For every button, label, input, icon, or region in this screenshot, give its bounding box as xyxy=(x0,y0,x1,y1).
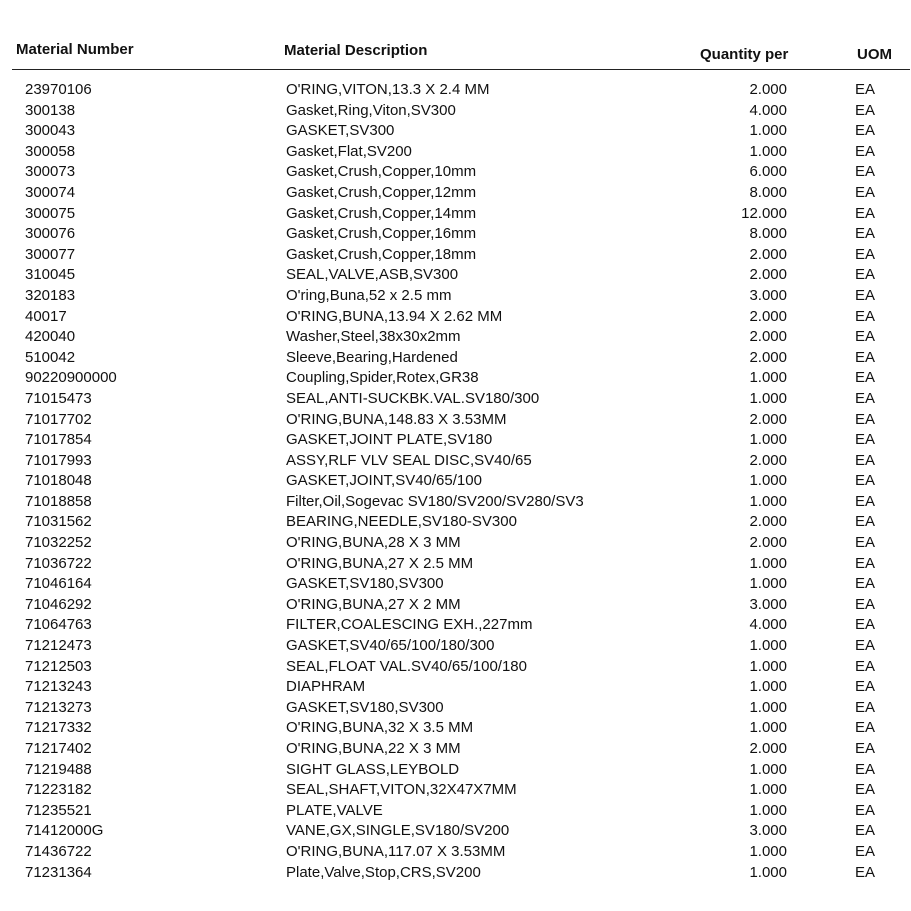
table-row xyxy=(0,101,911,122)
quantity-cell: 2.000 xyxy=(749,348,787,366)
material-number-cell: 71064763 xyxy=(25,616,92,634)
uom-cell: EA xyxy=(855,266,876,284)
uom-cell: EA xyxy=(855,348,876,366)
uom-cell: EA xyxy=(855,616,876,634)
table-row xyxy=(0,121,911,142)
material-description-cell: O'RING,BUNA,32 X 3.5 MM xyxy=(286,719,474,737)
uom-cell: EA xyxy=(855,472,876,490)
quantity-cell: 1.000 xyxy=(749,575,787,593)
table-row xyxy=(0,574,911,595)
material-number-cell: 71017993 xyxy=(25,451,92,469)
material-number-cell: 90220900000 xyxy=(25,369,117,387)
quantity-cell: 3.000 xyxy=(749,286,787,304)
quantity-cell: 2.000 xyxy=(749,266,787,284)
material-description-cell: BEARING,NEEDLE,SV180-SV300 xyxy=(286,513,517,531)
material-number-cell: 71217332 xyxy=(25,719,92,737)
material-description-cell: O'RING,BUNA,27 X 2 MM xyxy=(286,595,461,613)
material-description-cell: O'ring,Buna,52 x 2.5 mm xyxy=(286,286,452,304)
quantity-cell: 2.000 xyxy=(749,328,787,346)
quantity-cell: 3.000 xyxy=(749,822,787,840)
material-number-cell: 71017854 xyxy=(25,431,92,449)
uom-cell: EA xyxy=(855,204,876,222)
table-row xyxy=(0,801,911,822)
quantity-cell: 2.000 xyxy=(749,513,787,531)
material-number-cell: 71213273 xyxy=(25,698,92,716)
material-number-cell: 300076 xyxy=(25,225,76,243)
quantity-cell: 1.000 xyxy=(749,431,787,449)
uom-cell: EA xyxy=(855,842,876,860)
table-row xyxy=(0,677,911,698)
uom-cell: EA xyxy=(855,781,876,799)
uom-cell: EA xyxy=(855,451,876,469)
material-number-cell: 71031562 xyxy=(25,513,92,531)
uom-cell: EA xyxy=(855,698,876,716)
table-row xyxy=(0,821,911,842)
material-description-cell: Gasket,Flat,SV200 xyxy=(286,142,412,160)
quantity-cell: 2.000 xyxy=(749,451,787,469)
material-number-cell: 71017702 xyxy=(25,410,92,428)
uom-cell: EA xyxy=(855,431,876,449)
uom-cell: EA xyxy=(855,369,876,387)
table-row xyxy=(0,718,911,739)
uom-cell: EA xyxy=(855,245,876,263)
quantity-cell: 1.000 xyxy=(749,637,787,655)
table-row xyxy=(0,863,911,884)
material-description-cell: Gasket,Crush,Copper,16mm xyxy=(286,225,477,243)
uom-cell: EA xyxy=(855,801,876,819)
table-row xyxy=(0,842,911,863)
material-description-cell: O'RING,VITON,13.3 X 2.4 MM xyxy=(286,81,490,98)
uom-cell: EA xyxy=(855,513,876,531)
material-number-cell: 300138 xyxy=(25,101,76,119)
material-number-cell: 300077 xyxy=(25,245,76,263)
quantity-cell: 1.000 xyxy=(749,554,787,572)
material-number-cell: 71235521 xyxy=(25,801,92,819)
header-material-description: Material Description xyxy=(284,42,428,59)
material-number-cell: 300074 xyxy=(25,183,76,201)
material-description-cell: Gasket,Crush,Copper,10mm xyxy=(286,163,477,181)
table-row xyxy=(0,471,911,492)
material-description-cell: GASKET,SV180,SV300 xyxy=(286,575,444,593)
table-row xyxy=(0,451,911,472)
quantity-cell: 1.000 xyxy=(749,678,787,696)
quantity-cell: 4.000 xyxy=(749,616,787,634)
material-number-cell: 71412000G xyxy=(25,822,104,840)
table-row xyxy=(0,492,911,513)
table-row xyxy=(0,410,911,431)
table-row xyxy=(0,595,911,616)
material-description-cell: Coupling,Spider,Rotex,GR38 xyxy=(286,369,479,387)
material-description-cell: Gasket,Crush,Copper,14mm xyxy=(286,204,477,222)
material-description-cell: PLATE,VALVE xyxy=(286,801,383,819)
material-number-cell: 71046292 xyxy=(25,595,92,613)
material-description-cell: SIGHT GLASS,LEYBOLD xyxy=(286,760,460,778)
quantity-cell: 4.000 xyxy=(749,101,787,119)
uom-cell: EA xyxy=(855,637,876,655)
table-row xyxy=(0,286,911,307)
uom-cell: EA xyxy=(855,307,876,325)
quantity-cell: 1.000 xyxy=(749,472,787,490)
table-row xyxy=(0,780,911,801)
material-description-cell: GASKET,SV180,SV300 xyxy=(286,698,444,716)
uom-cell: EA xyxy=(855,183,876,201)
quantity-cell: 1.000 xyxy=(749,760,787,778)
quantity-cell: 1.000 xyxy=(749,698,787,716)
material-description-cell: DIAPHRAM xyxy=(286,678,366,696)
material-number-cell: 71046164 xyxy=(25,575,92,593)
uom-cell: EA xyxy=(855,122,876,140)
table-row xyxy=(0,80,911,101)
material-description-cell: O'RING,BUNA,27 X 2.5 MM xyxy=(286,554,474,572)
uom-cell: EA xyxy=(855,163,876,181)
material-number-cell: 71036722 xyxy=(25,554,92,572)
table-row xyxy=(0,512,911,533)
material-description-cell: VANE,GX,SINGLE,SV180/SV200 xyxy=(286,822,510,840)
uom-cell: EA xyxy=(855,534,876,552)
material-number-cell: 71231364 xyxy=(25,863,92,881)
quantity-cell: 8.000 xyxy=(749,183,787,201)
quantity-cell: 1.000 xyxy=(749,863,787,881)
quantity-cell: 2.000 xyxy=(749,534,787,552)
table-row xyxy=(0,430,911,451)
quantity-cell: 1.000 xyxy=(749,122,787,140)
material-description-cell: Sleeve,Bearing,Hardened xyxy=(286,348,458,366)
quantity-cell: 2.000 xyxy=(749,740,787,757)
uom-cell: EA xyxy=(855,389,876,407)
material-description-cell: Gasket,Ring,Viton,SV300 xyxy=(286,101,456,119)
material-number-cell: 71212503 xyxy=(25,657,92,675)
table-row xyxy=(0,739,911,760)
uom-cell: EA xyxy=(855,760,876,778)
table-row xyxy=(0,368,911,389)
quantity-cell: 2.000 xyxy=(749,410,787,428)
material-description-cell: O'RING,BUNA,117.07 X 3.53MM xyxy=(286,842,506,860)
material-description-cell: O'RING,BUNA,22 X 3 MM xyxy=(286,740,461,757)
quantity-cell: 2.000 xyxy=(749,307,787,325)
table-row xyxy=(0,698,911,719)
material-number-cell: 510042 xyxy=(25,348,76,366)
quantity-cell: 8.000 xyxy=(749,225,787,243)
table-row xyxy=(0,348,911,369)
quantity-cell: 2.000 xyxy=(749,245,787,263)
table-row xyxy=(0,615,911,636)
table-row xyxy=(0,224,911,245)
material-description-cell: O'RING,BUNA,13.94 X 2.62 MM xyxy=(286,307,503,325)
material-description-cell: GASKET,SV300 xyxy=(286,122,395,140)
material-number-cell: 40017 xyxy=(25,307,67,325)
quantity-cell: 1.000 xyxy=(749,389,787,407)
table-body xyxy=(0,80,911,883)
uom-cell: EA xyxy=(855,101,876,119)
quantity-cell: 1.000 xyxy=(749,801,787,819)
table-header xyxy=(0,0,911,70)
material-description-cell: Filter,Oil,Sogevac SV180/SV200/SV280/SV3 xyxy=(286,492,584,510)
uom-cell: EA xyxy=(855,719,876,737)
material-number-cell: 300075 xyxy=(25,204,76,222)
material-number-cell: 71217402 xyxy=(25,740,92,757)
material-description-cell: Plate,Valve,Stop,CRS,SV200 xyxy=(286,863,481,881)
header-material-number: Material Number xyxy=(16,41,134,58)
quantity-cell: 1.000 xyxy=(749,369,787,387)
uom-cell: EA xyxy=(855,492,876,510)
quantity-cell: 6.000 xyxy=(749,163,787,181)
material-number-cell: 71436722 xyxy=(25,842,92,860)
header-divider xyxy=(12,69,910,70)
material-number-cell: 71212473 xyxy=(25,637,92,655)
material-number-cell: 300058 xyxy=(25,142,76,160)
material-number-cell: 420040 xyxy=(25,328,76,346)
material-number-cell: 300073 xyxy=(25,163,76,181)
uom-cell: EA xyxy=(855,554,876,572)
material-description-cell: SEAL,VALVE,ASB,SV300 xyxy=(286,266,459,284)
material-number-cell: 23970106 xyxy=(25,81,92,98)
uom-cell: EA xyxy=(855,410,876,428)
material-description-cell: O'RING,BUNA,28 X 3 MM xyxy=(286,534,461,552)
uom-cell: EA xyxy=(855,863,876,881)
material-description-cell: ASSY,RLF VLV SEAL DISC,SV40/65 xyxy=(286,451,532,469)
quantity-cell: 12.000 xyxy=(741,204,787,222)
table-row xyxy=(0,389,911,410)
uom-cell: EA xyxy=(855,328,876,346)
uom-cell: EA xyxy=(855,822,876,840)
table-row xyxy=(0,142,911,163)
table-row xyxy=(0,554,911,575)
material-description-cell: SEAL,SHAFT,VITON,32X47X7MM xyxy=(286,781,517,799)
quantity-cell: 3.000 xyxy=(749,595,787,613)
uom-cell: EA xyxy=(855,678,876,696)
material-number-cell: 320183 xyxy=(25,286,76,304)
material-description-cell: SEAL,FLOAT VAL.SV40/65/100/180 xyxy=(286,657,527,675)
material-number-cell: 310045 xyxy=(25,266,76,284)
table-row xyxy=(0,265,911,286)
material-description-cell: SEAL,ANTI-SUCKBK.VAL.SV180/300 xyxy=(286,389,540,407)
table-row xyxy=(0,327,911,348)
uom-cell: EA xyxy=(855,740,876,757)
material-description-cell: GASKET,JOINT PLATE,SV180 xyxy=(286,431,493,449)
table-row xyxy=(0,183,911,204)
table-row xyxy=(0,162,911,183)
table-row xyxy=(0,657,911,678)
material-number-cell: 71018858 xyxy=(25,492,92,510)
quantity-cell: 1.000 xyxy=(749,781,787,799)
uom-cell: EA xyxy=(855,286,876,304)
material-number-cell: 71219488 xyxy=(25,760,92,778)
material-description-cell: FILTER,COALESCING EXH.,227mm xyxy=(286,616,533,634)
quantity-cell: 1.000 xyxy=(749,842,787,860)
material-number-cell: 71018048 xyxy=(25,472,92,490)
header-quantity-per: Quantity per xyxy=(700,46,789,63)
quantity-cell: 2.000 xyxy=(749,81,787,98)
uom-cell: EA xyxy=(855,575,876,593)
quantity-cell: 1.000 xyxy=(749,142,787,160)
material-number-cell: 71032252 xyxy=(25,534,92,552)
uom-cell: EA xyxy=(855,657,876,675)
table-row xyxy=(0,204,911,225)
material-description-cell: GASKET,SV40/65/100/180/300 xyxy=(286,637,495,655)
table-row xyxy=(0,760,911,781)
uom-cell: EA xyxy=(855,595,876,613)
uom-cell: EA xyxy=(855,142,876,160)
quantity-cell: 1.000 xyxy=(749,657,787,675)
material-number-cell: 71015473 xyxy=(25,389,92,407)
material-description-cell: GASKET,JOINT,SV40/65/100 xyxy=(286,472,482,490)
table-row xyxy=(0,533,911,554)
table-row xyxy=(0,307,911,328)
quantity-cell: 1.000 xyxy=(749,719,787,737)
material-number-cell: 300043 xyxy=(25,122,76,140)
material-number-cell: 71213243 xyxy=(25,678,92,696)
material-number-cell: 71223182 xyxy=(25,781,92,799)
header-uom: UOM xyxy=(857,46,892,63)
quantity-cell: 1.000 xyxy=(749,492,787,510)
material-description-cell: Gasket,Crush,Copper,12mm xyxy=(286,183,477,201)
uom-cell: EA xyxy=(855,225,876,243)
table-row xyxy=(0,636,911,657)
material-description-cell: Gasket,Crush,Copper,18mm xyxy=(286,245,477,263)
uom-cell: EA xyxy=(855,81,876,98)
table-row xyxy=(0,245,911,266)
material-description-cell: Washer,Steel,38x30x2mm xyxy=(286,328,461,346)
material-description-cell: O'RING,BUNA,148.83 X 3.53MM xyxy=(286,410,507,428)
